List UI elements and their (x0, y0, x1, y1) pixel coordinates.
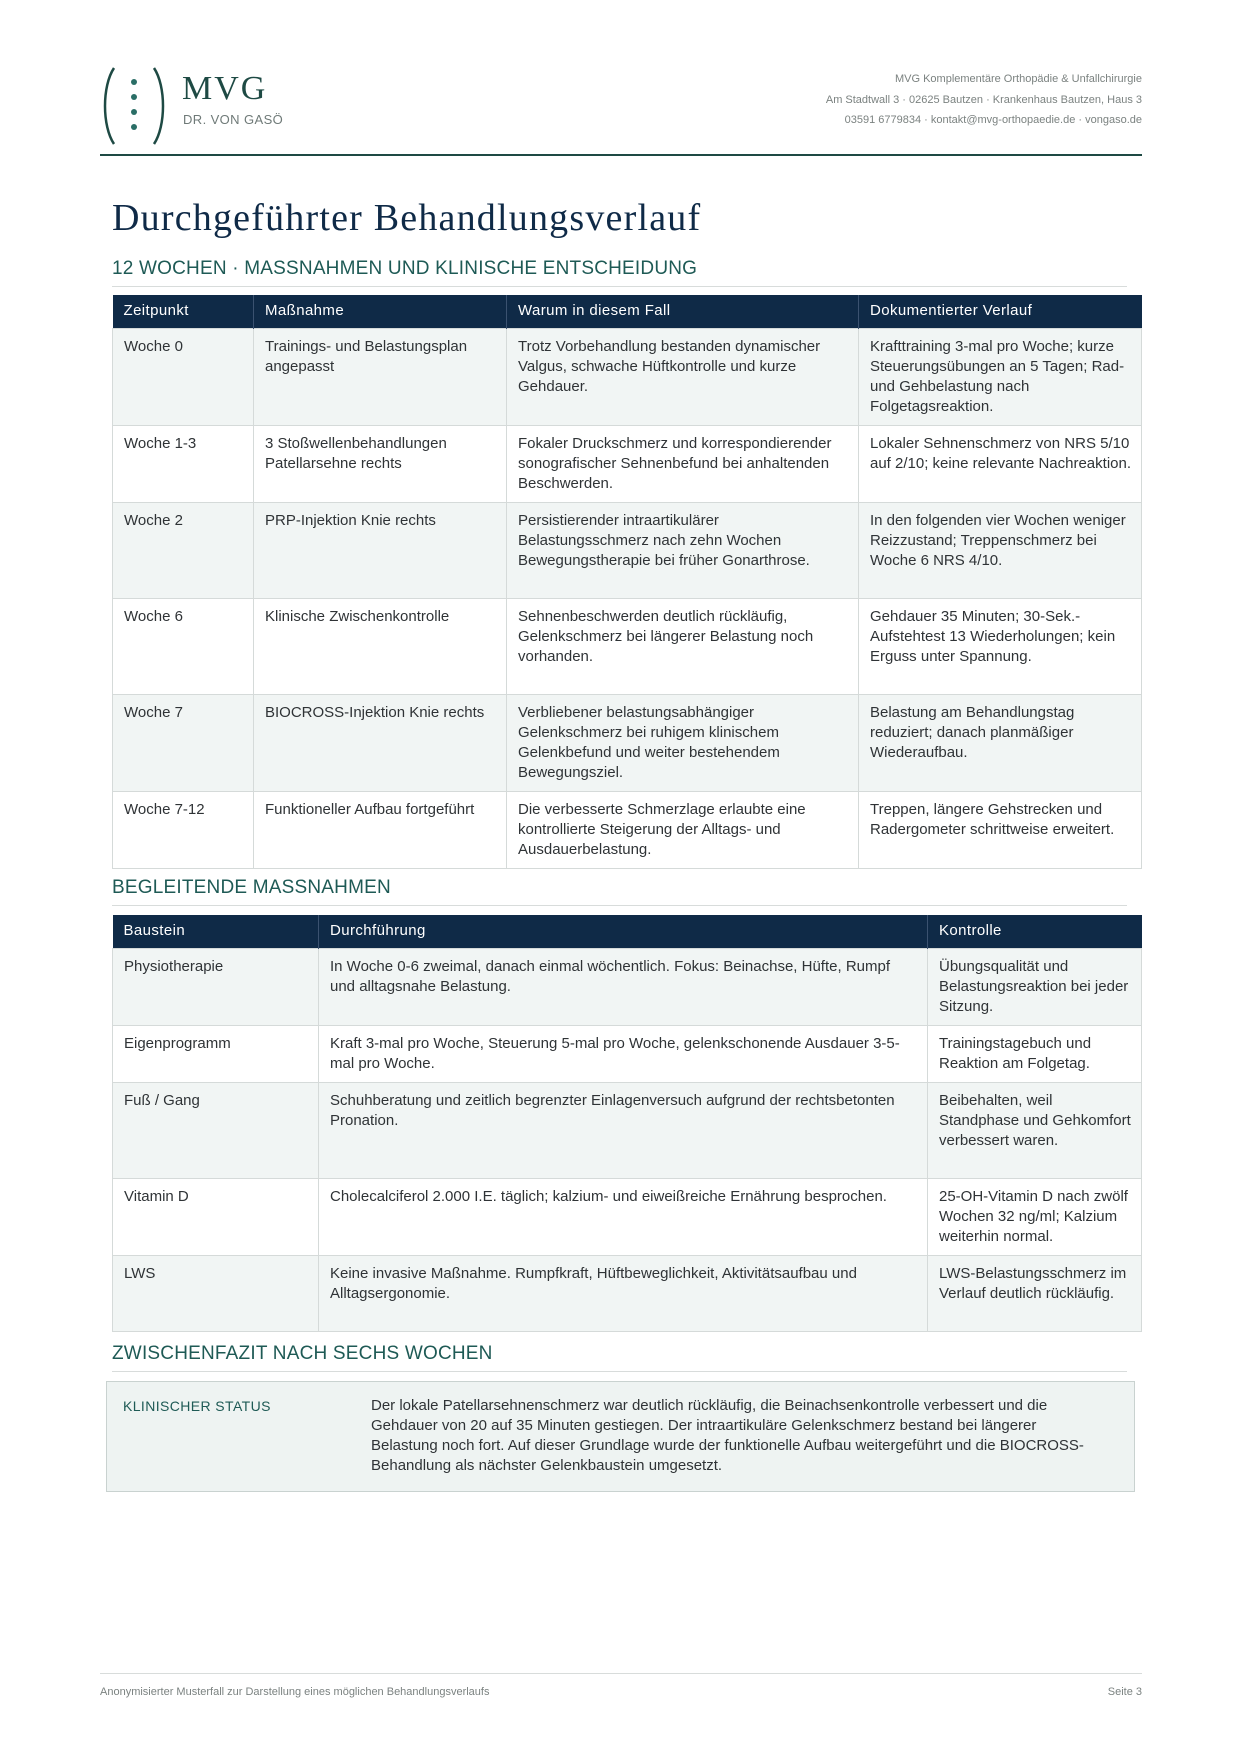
table-cell: Woche 6 (113, 599, 254, 695)
table-cell: Woche 7-12 (113, 792, 254, 869)
table-row (113, 1026, 1142, 1083)
table-cell: Fokaler Druckschmerz und korrespondierender sonografischer Sehnenbefund bei anhaltenden Beschwerden. (507, 426, 859, 503)
table-cell: Treppen, längere Gehstrecken und Radergometer schrittweise erweitert. (859, 792, 1142, 869)
table-header-row (113, 295, 1142, 329)
table-row (113, 329, 1142, 426)
table-cell: Klinische Zwischenkontrolle (254, 599, 507, 695)
table-cell: Trotz Vorbehandlung bestanden dynamischer Valgus, schwache Hüftkontrolle und kurze Gehdauer. (507, 329, 859, 426)
table-cell: BIOCROSS-Injektion Knie rechts (254, 695, 507, 792)
column-header: Durchführung (319, 915, 928, 949)
table-cell: Kraft 3-mal pro Woche, Steuerung 5-mal pro Woche, gelenkschonende Ausdauer 3-5-mal pro Woche. (319, 1026, 928, 1083)
logo-subtitle: DR. VON GASÖ (183, 112, 284, 127)
table-cell: Die verbesserte Schmerzlage erlaubte eine kontrollierte Steigerung der Alltags- und Ausdauerbelastung. (507, 792, 859, 869)
table-row (113, 949, 1142, 1026)
table-row (113, 599, 1142, 695)
timeline-table (112, 295, 1142, 869)
clinical-status-box (106, 1381, 1135, 1492)
table-cell: Belastung am Behandlungstag reduziert; danach planmäßiger Wiederaufbau. (859, 695, 1142, 792)
column-header: Maßnahme (254, 295, 507, 329)
table-cell: Persistierender intraartikulärer Belastungsschmerz nach zehn Wochen Bewegungstherapie bei früher Gonarthrose. (507, 503, 859, 599)
table-cell: Lokaler Sehnenschmerz von NRS 5/10 auf 2/10; keine relevante Nachreaktion. (859, 426, 1142, 503)
table-cell: Verbliebener belastungsabhängiger Gelenkschmerz bei ruhigem klinischem Gelenkbefund und weiter bestehendem Bewegungsziel. (507, 695, 859, 792)
table-row (113, 503, 1142, 599)
page-number: Seite 3 (1107, 1686, 1142, 1698)
table-cell: PRP-Injektion Knie rechts (254, 503, 507, 599)
table-cell: In Woche 0-6 zweimal, danach einmal wöchentlich. Fokus: Beinachse, Hüfte, Rumpf und alltagsnahe Belastung. (319, 949, 928, 1026)
table-cell: Woche 1-3 (113, 426, 254, 503)
table-row (113, 792, 1142, 869)
table-cell: LWS (113, 1256, 319, 1332)
page-footer (100, 1673, 1142, 1698)
table-cell: Woche 2 (113, 503, 254, 599)
letterhead (100, 64, 1142, 156)
table-cell: Beibehalten, weil Standphase und Gehkomfort verbessert waren. (928, 1083, 1142, 1179)
table-cell: LWS-Belastungsschmerz im Verlauf deutlich rückläufig. (928, 1256, 1142, 1332)
table-cell: Woche 0 (113, 329, 254, 426)
page-title: Durchgeführter Behandlungsverlauf (112, 197, 702, 239)
timeline-section-heading: 12 WOCHEN · MASSNAHMEN UND KLINISCHE ENTSCHEIDUNG (112, 258, 1127, 287)
column-header: Zeitpunkt (113, 295, 254, 329)
column-header: Kontrolle (928, 915, 1142, 949)
interim-section-heading: ZWISCHENFAZIT NACH SECHS WOCHEN (112, 1343, 1127, 1372)
contact-address: Am Stadtwall 3 · 02625 Bautzen · Krankenhaus Bautzen, Haus 3 (825, 93, 1142, 106)
table-cell: Vitamin D (113, 1179, 319, 1256)
table-header-row (113, 915, 1142, 949)
table-row (113, 695, 1142, 792)
accompanying-section-heading: BEGLEITENDE MASSNAHMEN (112, 877, 1127, 906)
table-cell: 25-OH-Vitamin D nach zwölf Wochen 32 ng/ml; Kalzium weiterhin normal. (928, 1179, 1142, 1256)
contact-block (826, 69, 1142, 131)
table-cell: Woche 7 (113, 695, 254, 792)
table-cell: Trainingstagebuch und Reaktion am Folgetag. (928, 1026, 1142, 1083)
contact-phone-email: 03591 6779834 · kontakt@mvg-orthopaedie.de · vongaso.de (844, 114, 1142, 126)
table-cell: Cholecalciferol 2.000 I.E. täglich; kalzium- und eiweißreiche Ernährung besprochen. (319, 1179, 928, 1256)
table-cell: 3 Stoßwellenbehandlungen Patellarsehne rechts (254, 426, 507, 503)
clinical-status-text: Der lokale Patellarsehnenschmerz war deutlich rückläufig, die Beinachsenkontrolle verbessert und die Gehdauer von 20 auf 35 Minuten gestiegen. Der intraartikuläre Gelenkschmerz bestand bei längerer Belastung noch fort. Auf dieser Grundlage wurde der funktionelle Aufbau weitergeführt und die BIOCROSS-Behandlung als nächster Gelenkbaustein umgesetzt. (371, 1397, 1084, 1474)
table-cell: Trainings- und Belastungsplan angepasst (254, 329, 507, 426)
column-header: Dokumentierter Verlauf (859, 295, 1142, 329)
table-row (113, 1256, 1142, 1332)
table-cell: Gehdauer 35 Minuten; 30-Sek.-Aufstehtest 13 Wiederholungen; kein Erguss unter Spannung. (859, 599, 1142, 695)
logo-mark-icon (100, 64, 180, 149)
table-cell: Krafttraining 3-mal pro Woche; kurze Steuerungsübungen an 5 Tagen; Rad- und Gehbelastung nach Folgetagsreaktion. (859, 329, 1142, 426)
column-header: Baustein (113, 915, 319, 949)
clinical-status-label: KLINISCHER STATUS (123, 1398, 271, 1414)
logo-text: MVG (182, 70, 268, 107)
logo (100, 64, 360, 149)
table-cell: Sehnenbeschwerden deutlich rückläufig, Gelenkschmerz bei längerer Belastung noch vorhanden. (507, 599, 859, 695)
column-header: Warum in diesem Fall (507, 295, 859, 329)
table-cell: Funktioneller Aufbau fortgeführt (254, 792, 507, 869)
accompanying-measures-table (112, 915, 1142, 1332)
table-row (113, 1179, 1142, 1256)
table-cell: Schuhberatung und zeitlich begrenzter Einlagenversuch aufgrund der rechtsbetonten Pronation. (319, 1083, 928, 1179)
table-cell: Eigenprogramm (113, 1026, 319, 1083)
table-row (113, 426, 1142, 503)
table-cell: Keine invasive Maßnahme. Rumpfkraft, Hüftbeweglichkeit, Aktivitätsaufbau und Alltagsergonomie. (319, 1256, 928, 1332)
table-cell: In den folgenden vier Wochen weniger Reizzustand; Treppenschmerz bei Woche 6 NRS 4/10. (859, 503, 1142, 599)
table-cell: Übungsqualität und Belastungsreaktion bei jeder Sitzung. (928, 949, 1142, 1026)
table-cell: Fuß / Gang (113, 1083, 319, 1179)
table-row (113, 1083, 1142, 1179)
contact-practice-name: MVG Komplementäre Orthopädie & Unfallchirurgie (894, 73, 1142, 85)
footer-disclaimer: Anonymisierter Musterfall zur Darstellung eines möglichen Behandlungsverlaufs (100, 1686, 490, 1698)
table-cell: Physiotherapie (113, 949, 319, 1026)
